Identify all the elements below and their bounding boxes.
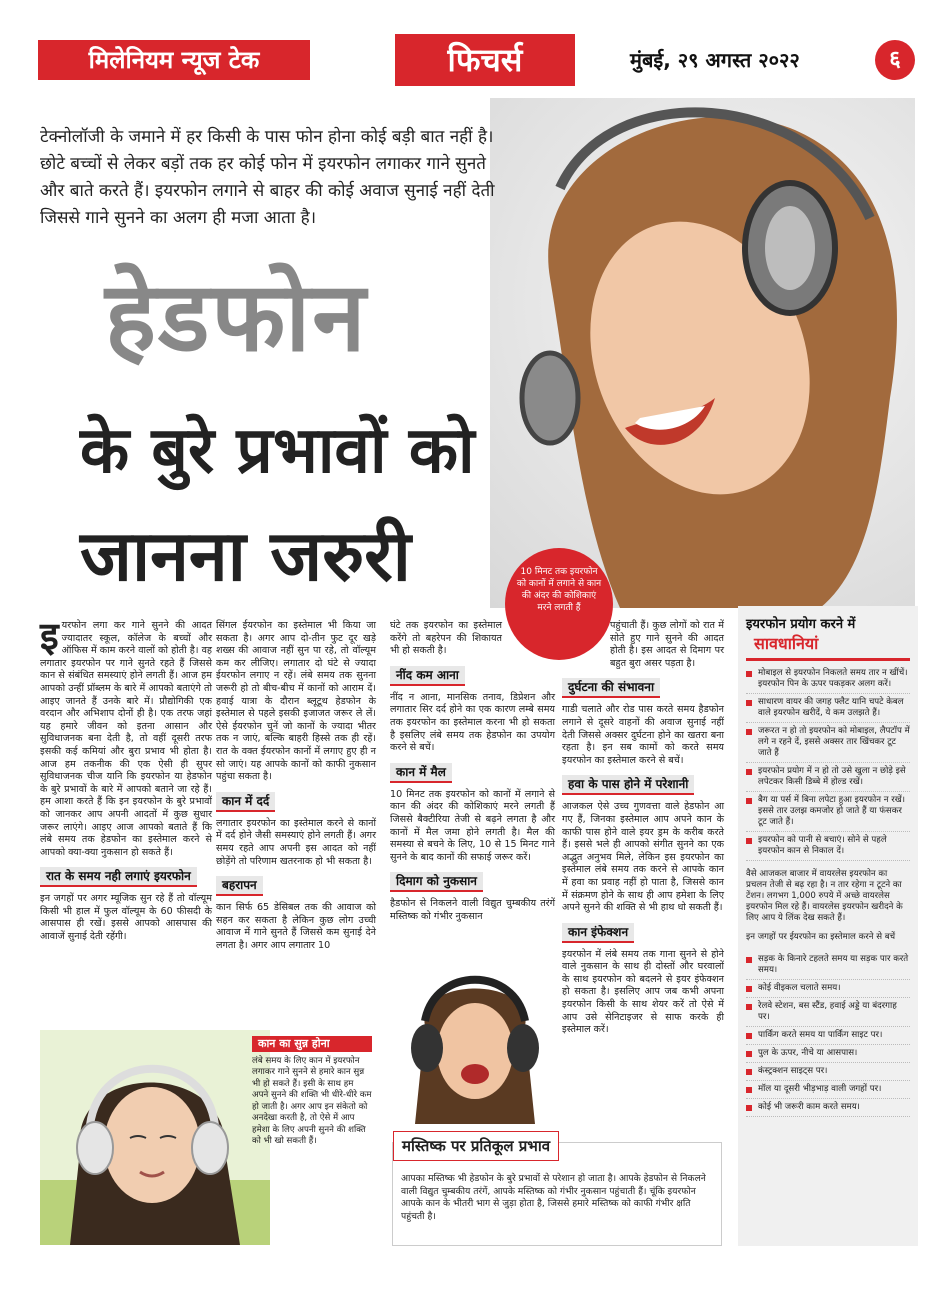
brain-effects-box — [392, 1137, 722, 1246]
ear-numbness-title: कान का सुन्न होना — [252, 1036, 372, 1052]
col2-subhead-2: बहरापन — [216, 876, 263, 896]
col3-subhead-1: नींद कम आना — [390, 666, 465, 686]
ear-numbness-box — [252, 1036, 372, 1241]
col2-paragraph-3: कान सिर्फ 65 डेसिबल तक की आवाज को सहन कर सकता है लेकिन कुछ लोग उच्ची आवाज में गाने सुनते हैं जिससे कम सुनाई देने लगता है। अगर आप लगातार 10 — [216, 902, 376, 951]
list-item: कंस्ट्रक्शन साइट्स पर। — [746, 1063, 910, 1081]
list-item: जरूरत न हो तो इयरफोन को मोबाइल, लैपटॉप में लगे न रहने दें, इससे अक्सर तार खिंचकर टूट जाते हैं — [746, 723, 910, 763]
list-item: पार्किंग करते समय या पार्किंग साइट पर। — [746, 1027, 910, 1045]
places-list — [738, 947, 918, 1121]
relaxing-illustration — [40, 1030, 270, 1245]
headline-line-3: जानना जरुरी — [80, 515, 411, 597]
brand-title: मिलेनियम न्यूज टेक — [38, 40, 310, 80]
dateline: मुंबई, २९ अगस्त २०२२ — [630, 48, 800, 72]
section-title: फिचर्स — [395, 34, 575, 86]
precautions-box — [738, 606, 918, 1246]
list-item: पुल के ऊपर, नीचे या आसपास। — [746, 1045, 910, 1063]
column-4 — [562, 620, 724, 1041]
list-item: इयरफोन प्रयोग में न हो तो उसे खुला न छोड़े इसे लपेटकर किसी डिब्बे में होल्ड रखें। — [746, 763, 910, 792]
col3-paragraph-2: नींद न आना, मानसिक तनाव, डिप्रेशन और लगातार सिर दर्द होने का एक कारण लम्बे समय तक इयरफोन का इस्तेमाल करना भी हो सकता है इसलिए लंबे समय तक हेडफोन का उपयोग करने से बचें। — [390, 691, 555, 754]
precautions-list — [738, 661, 918, 865]
list-item: सड़क के किनारे टहलते समय या सड़क पार करते समय। — [746, 951, 910, 980]
list-item: कोई वीइकल चलाते समय। — [746, 980, 910, 998]
precautions-title-top: इयरफोन प्रयोग करने में — [746, 617, 856, 632]
list-item: मोबाइल से इयरफोन निकलते समय तार न खींचें। इयरफोन पिन के ऊपर पकड़कर अलग करें। — [746, 665, 910, 694]
col4-subhead-2: हवा के पास होने में परेशानी — [562, 775, 694, 795]
column-3 — [390, 620, 555, 928]
brain-effects-text: आपका मस्तिष्क भी हेडफोन के बुरे प्रभावों से परेशान हो जाता है। आपके हेडफोन से निकलने वाली विद्युत चुम्बकीय तरंगें, आपके मस्तिष्क को गंभीर नुकसान पहुंचाती हैं। चूंकि इयरफोन आपके कान के भीतरी भाग से जुड़ा होता है, जिससे हमारे मस्तिष्क को काफी गंभीर क्षति पहुंचती है। — [401, 1173, 706, 1222]
wireless-note: वैसे आजकल बाजार में वायरलेस इयरफोन का प्रचलन तेजी से बढ़ रहा है। न तार रहेगा न टूटने का टेंशन। लगभग 1,000 रुपये में अच्छे वायरलेस इयरफोन मिल रहे हैं। वायरलेस इयरफोन खरीदने के लिए आप ये लिंक देख सकते हैं। — [746, 869, 903, 923]
list-item: साधारण वायर की जगह फ्लैट यानि चपटे केबल वाले इयरफोन खरीदें, ये कम उलझते हैं। — [746, 694, 910, 723]
page-number: ६ — [875, 40, 915, 80]
col3-subhead-3: दिमाग को नुकसान — [390, 872, 483, 892]
col4-subhead-3: कान इंफेक्शन — [562, 923, 634, 943]
col2-subhead-1: कान में दर्द — [216, 792, 275, 812]
list-item: रेलवे स्टेशन, बस स्टैंड, हवाई अड्डे या बंदरगाह पर। — [746, 998, 910, 1027]
fact-badge: 10 मिनट तक इयरफोन को कानों में लगाने से कान की अंदर की कोशिकाएं मरने लगती हैं — [505, 548, 613, 660]
drop-cap: इ — [40, 614, 59, 658]
list-item: बैग या पर्स में बिना लपेटा हुआ इयरफोन न रखें। इससे तार उलझ कमजोर हो जाते हैं या फंसकर टूट जाते हैं। — [746, 792, 910, 832]
precautions-title: सावधानियां — [746, 632, 910, 661]
list-item: इयरफोन को पानी से बचाएं। सोने से पहले इयरफोन कान से निकाल दें। — [746, 832, 910, 861]
masthead — [30, 34, 915, 86]
headline-line-1: हेडफोन — [105, 261, 368, 373]
col4-paragraph-1: पहुंचाती हैं। कुछ लोगों को रात में सोते हुए गाने सुनने की आदत होती है। इस आदत से दिमाग पर बहुत बुरा असर पड़ता है। — [610, 620, 724, 669]
singing-illustration — [395, 966, 555, 1124]
col3-paragraph-3: 10 मिनट तक इयरफोन को कानों में लगाने से कान की अंदर की कोशिकाएं मरने लगती हैं जिससे बैक्टीरिया तेजी से बढ़ने लगता है और कानों में मैल जमा होने लगती है। मैल की समस्या से बचने के लिए, 10 से 15 मिनट गाने सुनने के बाद कानों की सफाई जरूर करें। — [390, 788, 555, 863]
hero-illustration — [490, 98, 915, 608]
headline-line-2: के बुरे प्रभावों को — [80, 414, 475, 488]
brain-effects-title: मस्तिष्क पर प्रतिकूल प्रभाव — [393, 1131, 559, 1161]
column-2 — [216, 620, 376, 956]
col4-paragraph-3: आजकल ऐसे उच्च गुणवत्ता वाले हेडफोन आ गए हैं, जिनका इस्तेमाल आप अपने कान के काफी पास होने वाले इयर ड्रम के करीब करते हैं। इससे भले ही आपको संगीत सुनने का एक अद्भुत अनुभव मिले, लेकिन इस इयरफोन का इस्तेमाल लंबे समय तक करने से आपके कान में हवा का प्रवाह नहीं हो पाता है, जिससे कान में संक्रमण होने के साथ ही आप हमेशा के लिए अपने सुनने की शक्ति से भी हाथ धो सकती हैं। — [562, 801, 724, 914]
column-1 — [40, 614, 212, 948]
col1-subhead: रात के समय नही लगाएं इयरफोन — [40, 867, 197, 887]
col4-paragraph-2: गाडी चलाते और रोड पास करते समय हैडफोन लगाने से दूसरे वाहनों की अवाज सुनाई नहीं देती जिससे अक्सर दुर्घटना होने का खतरा बना रहता है। इन सब कामों को करते समय इयरफोन का इस्तेमाल करने से बचें। — [562, 704, 724, 766]
col4-paragraph-4: इयरफोन में लंबे समय तक गाना सुनने से होने वाले नुकसान के साथ ही दोस्तों और घरवालों के साथ इयरफोन को बदलने से इयर इंफेक्शन हो सकता है। इसलिए आप जब कभी अपना इयरफोन किसी के साथ शेयर करें तो ऐसे में आप उसे सेनिटाइजर से साफ करके ही इस्तेमाल करें। — [562, 948, 724, 1036]
col3-paragraph-1: घंटे तक इयरफोन का इस्तेमाल करेंगे तो बहरेपन की शिकायत भी हो सकती है। — [390, 620, 502, 657]
list-item: मॉल या दूसरी भीड़भाड़ वाली जगहों पर। — [746, 1081, 910, 1099]
col1-paragraph-2: इन जगहों पर अगर म्यूजिक सुन रहे हैं तो वॉल्यूम किसी भी हाल में फुल वॉल्यूम के 60 फीसदी के आसपास ही रखें। इससे आपको आसपास की आवाजें सुनाई देती रहेंगी। — [40, 893, 212, 943]
photo-woman-relaxing — [40, 1030, 270, 1245]
col2-paragraph-2: लगातार इयरफोन का इस्तेमाल करने से कानों में दर्द होने जैसी समस्याएं होने लगती हैं। अगर समय रहते आप अपनी इस आदत को नहीं छोड़ेंगे तो परिणाम खतरनाक हो भी सकता है। — [216, 817, 376, 867]
intro-paragraph: टेक्नोलॉजी के जमाने में हर किसी के पास फोन होना कोई बड़ी बात नहीं है। छोटे बच्चों से लेकर बड़ों तक हर कोई फोन में इयरफोन लगाकर गाने सुनते और बाते करते हैं। इयरफोन लगाने से बाहर की कोई अवाज सुनाई नहीं देती जिससे गाने सुनने का अलग ही मजा आता है। — [40, 127, 495, 228]
col3-paragraph-4: हैडफोन से निकलने वाली विद्युत चुम्बकीय तरंगें मस्तिष्क को गंभीर नुकसान — [390, 898, 555, 922]
col1-paragraph-1: इयरफोन लगा कर गाने सुनने की आदत ज्यादातर स्कूल, कॉलेज के बच्चों और ऑफिस में काम करने वालों को होती है। वह लगातार इयरफोन पर गाने सुनते रहते हैं जिससे कान से संबंधित समस्याएं होने लगती हैं। आज हम आपको उन्हीं प्रॉब्लम के बारे में आपको बताएंगे तो आइए जानते हैं उनके बारे में। प्रौद्योगिकी एक वरदान और अभिशाप दोनों ही है। एक तरफ जहां यह हमारे जीवन को इतना आसान और सुविधाजनक बना देती है, तो वहीं दूसरी तरफ इसकी कई कमियां और बुरा प्रभाव भी होता है। आज हम तकनीक की एक ऐसी ही सुपर सुविधाजनक चीज यानि कि इयरफोन या हेडफोन के बुरे प्रभावों के बारे में आपको बताने जा रहे हैं। हम आशा करते हैं कि इन इयरफोन के बुरे प्रभावों को जानकर आप अपनी आदतों में कुछ सुधार जरूर लाएंगे। आइए आज आपको बताते हैं कि लंबे समय तक हेडफोन का इस्तेमाल करने से आपको क्या-क्या नुकसान हो सकते हैं। — [40, 614, 212, 858]
list-item: कोई भी जरूरी काम करते समय। — [746, 1099, 910, 1117]
col2-paragraph-1: सिंगल ईयरफोन का इस्तेमाल भी किया जा सकता है। अगर आप दो-तीन फुट दूर खड़े शख्स की आवाज नहीं सुन पा रहे, तो वॉल्यूम कम कर लीजिए। लगातार दो घंटे से ज्यादा ईयरफोन लगाए न रहें। लंबे समय तक सुनना जरूरी हो तो बीच-बीच में कानों को आराम दें। हवाई यात्रा के दौरान ब्लूटूथ हेडफोन के इस्तेमाल से पहले इसकी इजाजत जरूर ले लें। ऐसे ईयरफोन चुनें जो कानों के ज्यादा भीतर तक न जाएं, बल्कि बाहरी हिस्से तक ही रहें। रात के वक्त ईयरफोन कानों में लगाए हुए ही न सो जाएं। यह आपके कानों को काफी नुकसान पहुंचा सकता है। — [216, 620, 376, 783]
col3-subhead-2: कान में मैल — [390, 763, 452, 783]
photo-woman-singing — [395, 966, 555, 1124]
places-intro: इन जगहों पर ईयरफोन का इस्तेमाल करने से बचें — [746, 932, 896, 942]
col4-subhead-1: दुर्घटना की संभावना — [562, 678, 660, 698]
hero-photo-woman-headphones — [490, 98, 915, 608]
ear-numbness-text: लंबे समय के लिए कान में इयरफोन लगाकर गाने सुनने से हमारे कान सुन्न भी हो सकते हैं। इसी के साथ हम अपने सुनने की शक्ति भी धीरे-धीरे कम हो जाती है। अगर आप इन संकेतो को अनदेखा करती है, तो ऐसे में आप हमेशा के लिए अपनी सुनने की शक्ति को भी खो सकती हैं। — [252, 1055, 372, 1146]
